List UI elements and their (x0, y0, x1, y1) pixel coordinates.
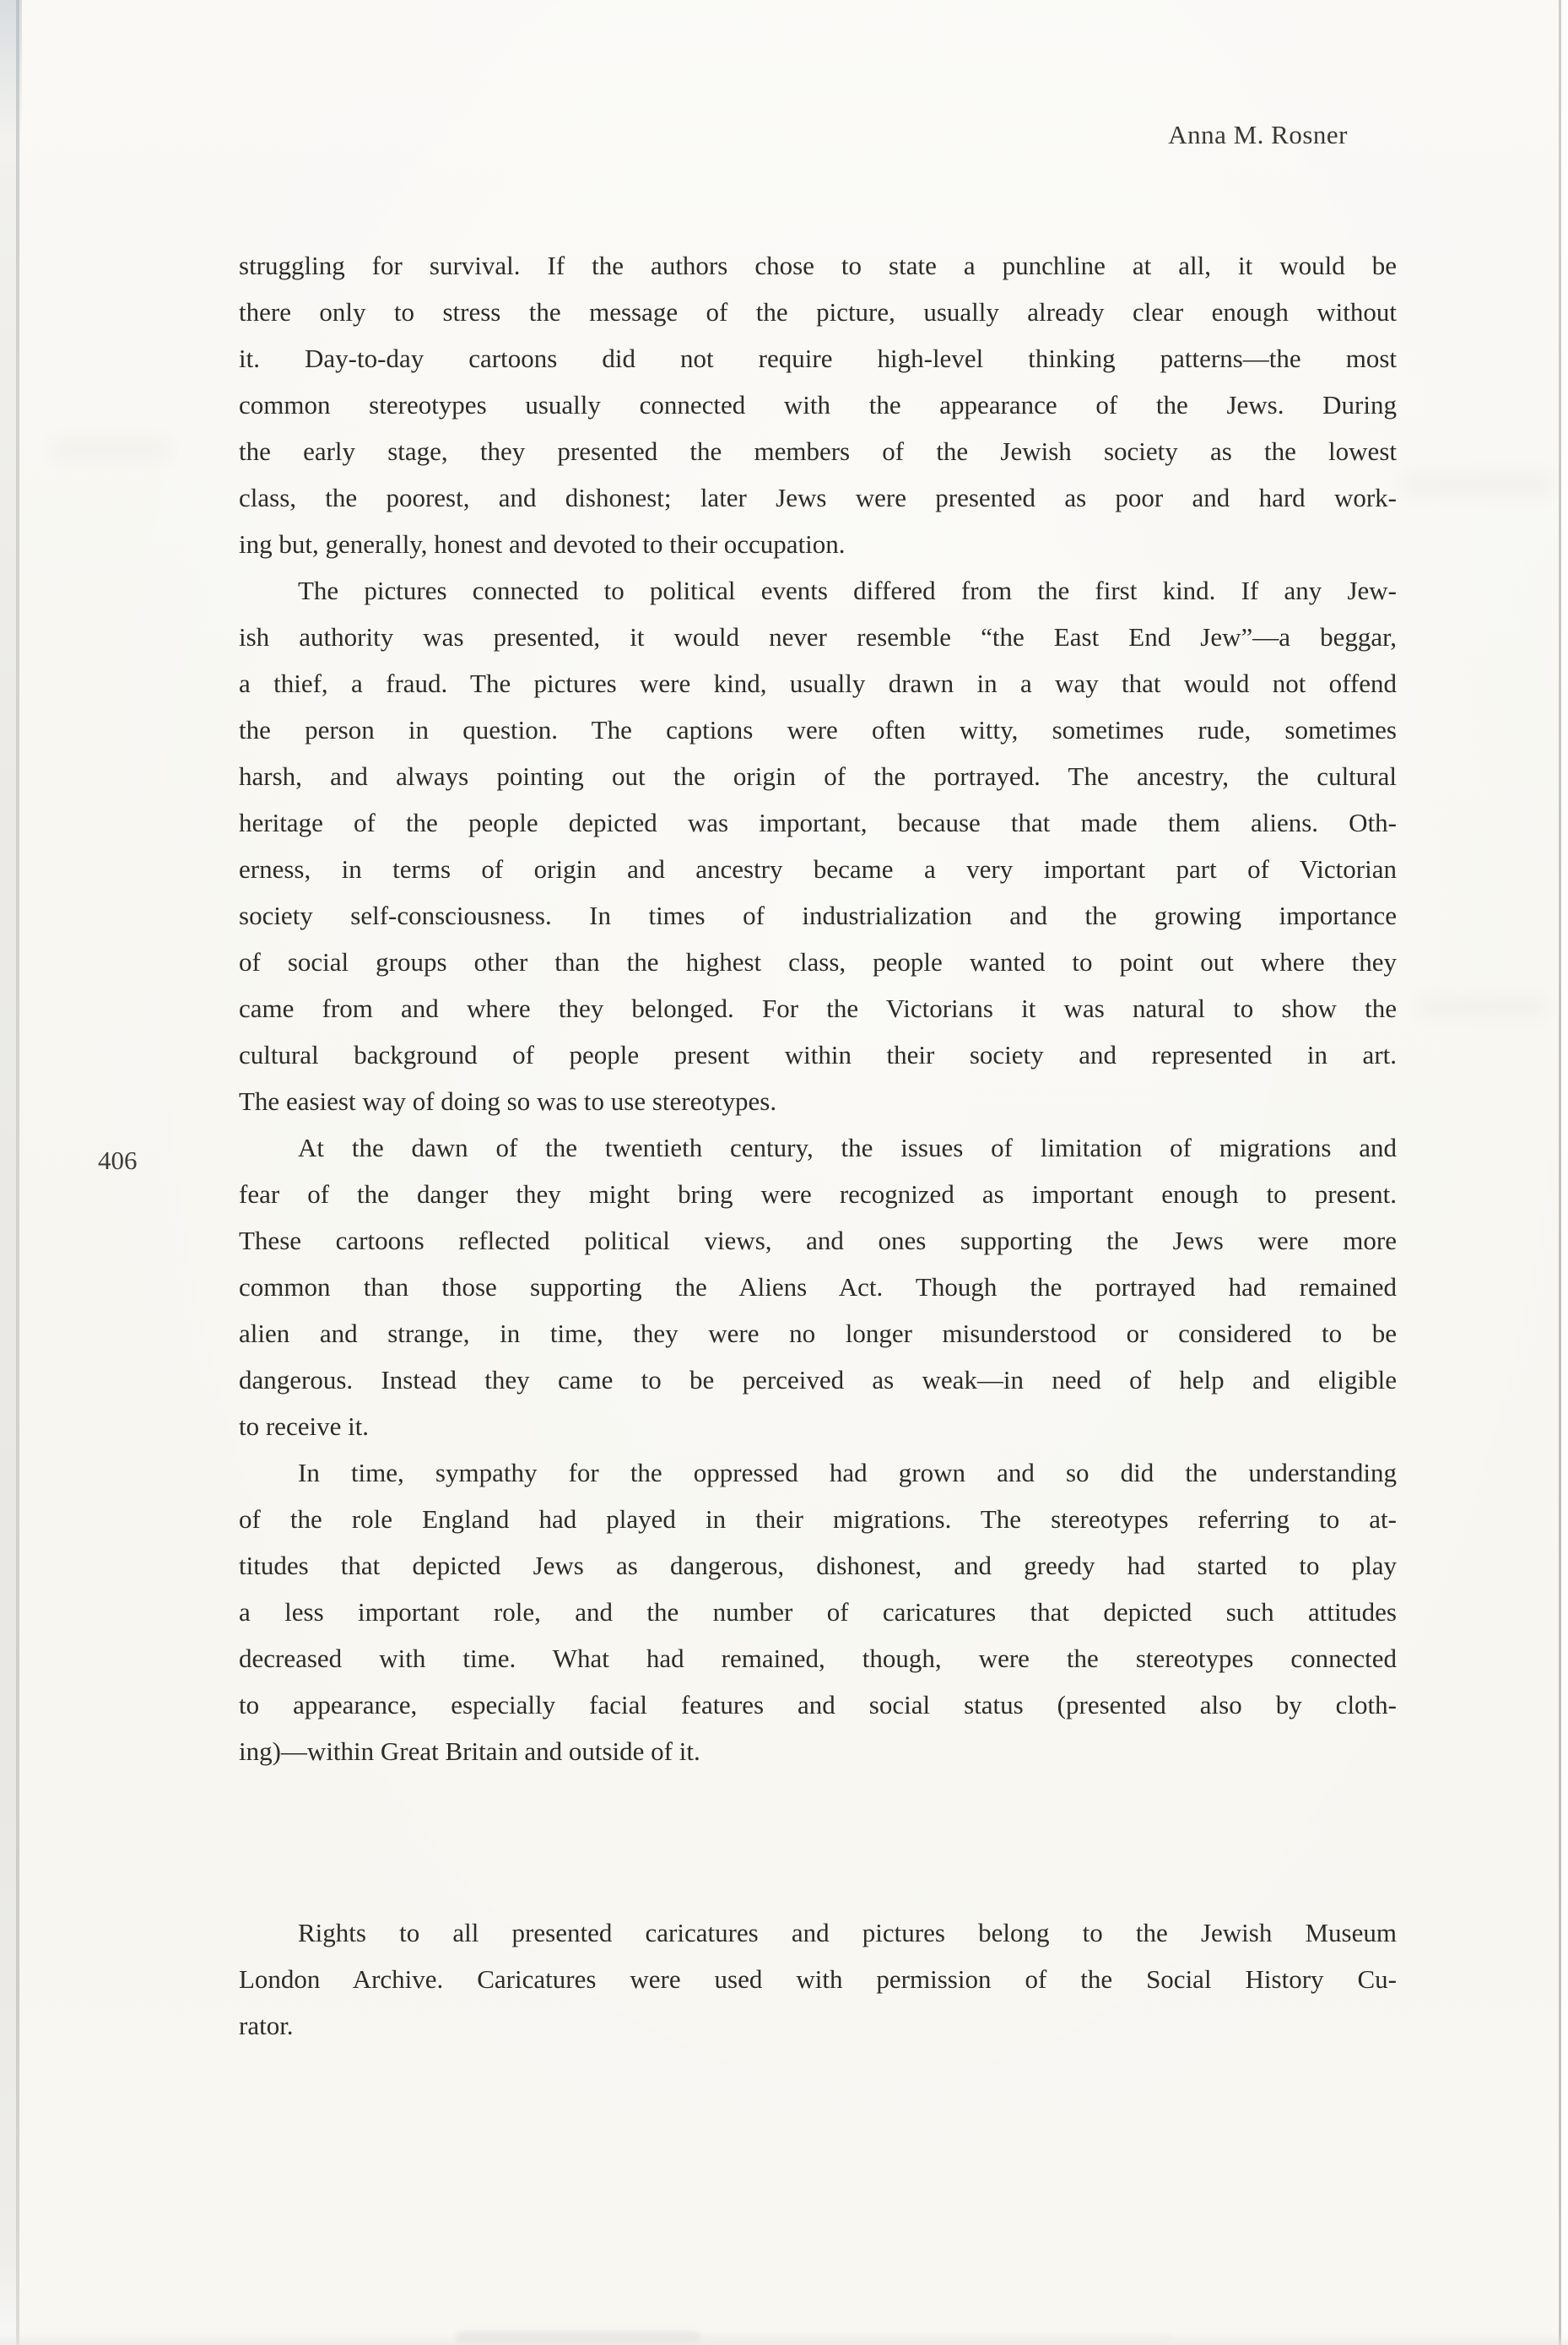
text-line: heritage of the people depicted was important, because that made them aliens. Oth- (239, 808, 1397, 837)
text-line: it. Day-to-day cartoons did not require high-level thinking patterns—the most (239, 344, 1397, 373)
text-line: At the dawn of the twentieth century, the issues of limitation of migrations and (298, 1133, 1397, 1162)
text-line: class, the poorest, and dishonest; later Jews were presented as poor and hard work- (239, 483, 1397, 512)
text-line: These cartoons reflected political views, and ones supporting the Jews were more (239, 1226, 1397, 1255)
body-text-block (239, 242, 1397, 2049)
text-line: In time, sympathy for the oppressed had grown and so did the understanding (298, 1458, 1397, 1487)
bleed-through-ghost (51, 439, 169, 461)
paragraph (239, 1909, 1397, 2049)
bleed-through-ghost (1418, 996, 1544, 1018)
text-line: harsh, and always pointing out the origin of the portrayed. The ancestry, the cultural (239, 761, 1397, 791)
paragraph (239, 1449, 1397, 1774)
text-line: the early stage, they presented the members of the Jewish society as the lowest (239, 436, 1397, 466)
text-line: decreased with time. What had remained, though, were the stereotypes connected (239, 1644, 1397, 1673)
text-line: titudes that depicted Jews as dangerous, dishonest, and greedy had started to play (239, 1551, 1397, 1580)
text-line: of social groups other than the highest class, people wanted to point out where they (239, 947, 1397, 977)
text-line: dangerous. Instead they came to be perceived as weak—in need of help and eligible (239, 1365, 1397, 1395)
text-line: ing but, generally, honest and devoted to their occupation. (239, 529, 846, 559)
text-line: of the role England had played in their migrations. The stereotypes referring to at- (239, 1504, 1397, 1534)
text-line: struggling for survival. If the authors chose to state a punchline at all, it would be (239, 251, 1397, 280)
text-line: the person in question. The captions were often witty, sometimes rude, sometimes (239, 715, 1397, 745)
text-line: ish authority was presented, it would never resemble “the East End Jew”—a beggar, (239, 622, 1397, 652)
text-line: London Archive. Caricatures were used with permission of the Social History Cu- (239, 1964, 1397, 1994)
text-line: came from and where they belonged. For the Victorians it was natural to show the (239, 994, 1397, 1023)
bleed-through-ghost (1401, 473, 1553, 496)
text-line: The pictures connected to political events differed from the first kind. If any Jew- (298, 576, 1397, 605)
text-line: a less important role, and the number of caricatures that depicted such attitudes (239, 1597, 1397, 1627)
text-line: The easiest way of doing so was to use stereotypes. (239, 1086, 777, 1116)
text-line: fear of the danger they might bring were recognized as important enough to present. (239, 1179, 1397, 1209)
text-line: alien and strange, in time, they were no longer misunderstood or considered to be (239, 1319, 1397, 1348)
running-header-author: Anna M. Rosner (1168, 120, 1348, 149)
text-line: to appearance, especially facial features and social status (presented also by cloth- (239, 1690, 1397, 1719)
text-line: there only to stress the message of the picture, usually already clear enough without (239, 297, 1397, 327)
scan-smudge-bottom-2 (700, 2335, 1173, 2342)
scan-margin-right (1561, 0, 1568, 2345)
text-line: a thief, a fraud. The pictures were kind, usually drawn in a way that would not offend (239, 669, 1397, 698)
text-line: rator. (239, 2011, 294, 2040)
page-edge-corner-shade (0, 0, 22, 144)
text-line: to receive it. (239, 1411, 370, 1441)
text-line: ing)—within Great Britain and outside of it. (239, 1736, 700, 1766)
page-edge-shadow-left (0, 0, 17, 2345)
scan-smudge-bottom (456, 2331, 700, 2343)
text-line: society self-consciousness. In times of industrialization and the growing importance (239, 901, 1397, 930)
page-edge-line-left (16, 0, 19, 2345)
text-line: cultural background of people present within their society and represented in art. (239, 1040, 1397, 1070)
text-line: common than those supporting the Aliens Act. Though the portrayed had remained (239, 1272, 1397, 1302)
text-line: common stereotypes usually connected with the appearance of the Jews. During (239, 390, 1397, 420)
page-number: 406 (98, 1145, 138, 1175)
paragraph (239, 1124, 1397, 1449)
text-line: erness, in terms of origin and ancestry became a very important part of Victorian (239, 854, 1397, 884)
paragraph (239, 242, 1397, 567)
text-line: Rights to all presented caricatures and pictures belong to the Jewish Museum (298, 1918, 1397, 1947)
paragraph (239, 567, 1397, 1124)
